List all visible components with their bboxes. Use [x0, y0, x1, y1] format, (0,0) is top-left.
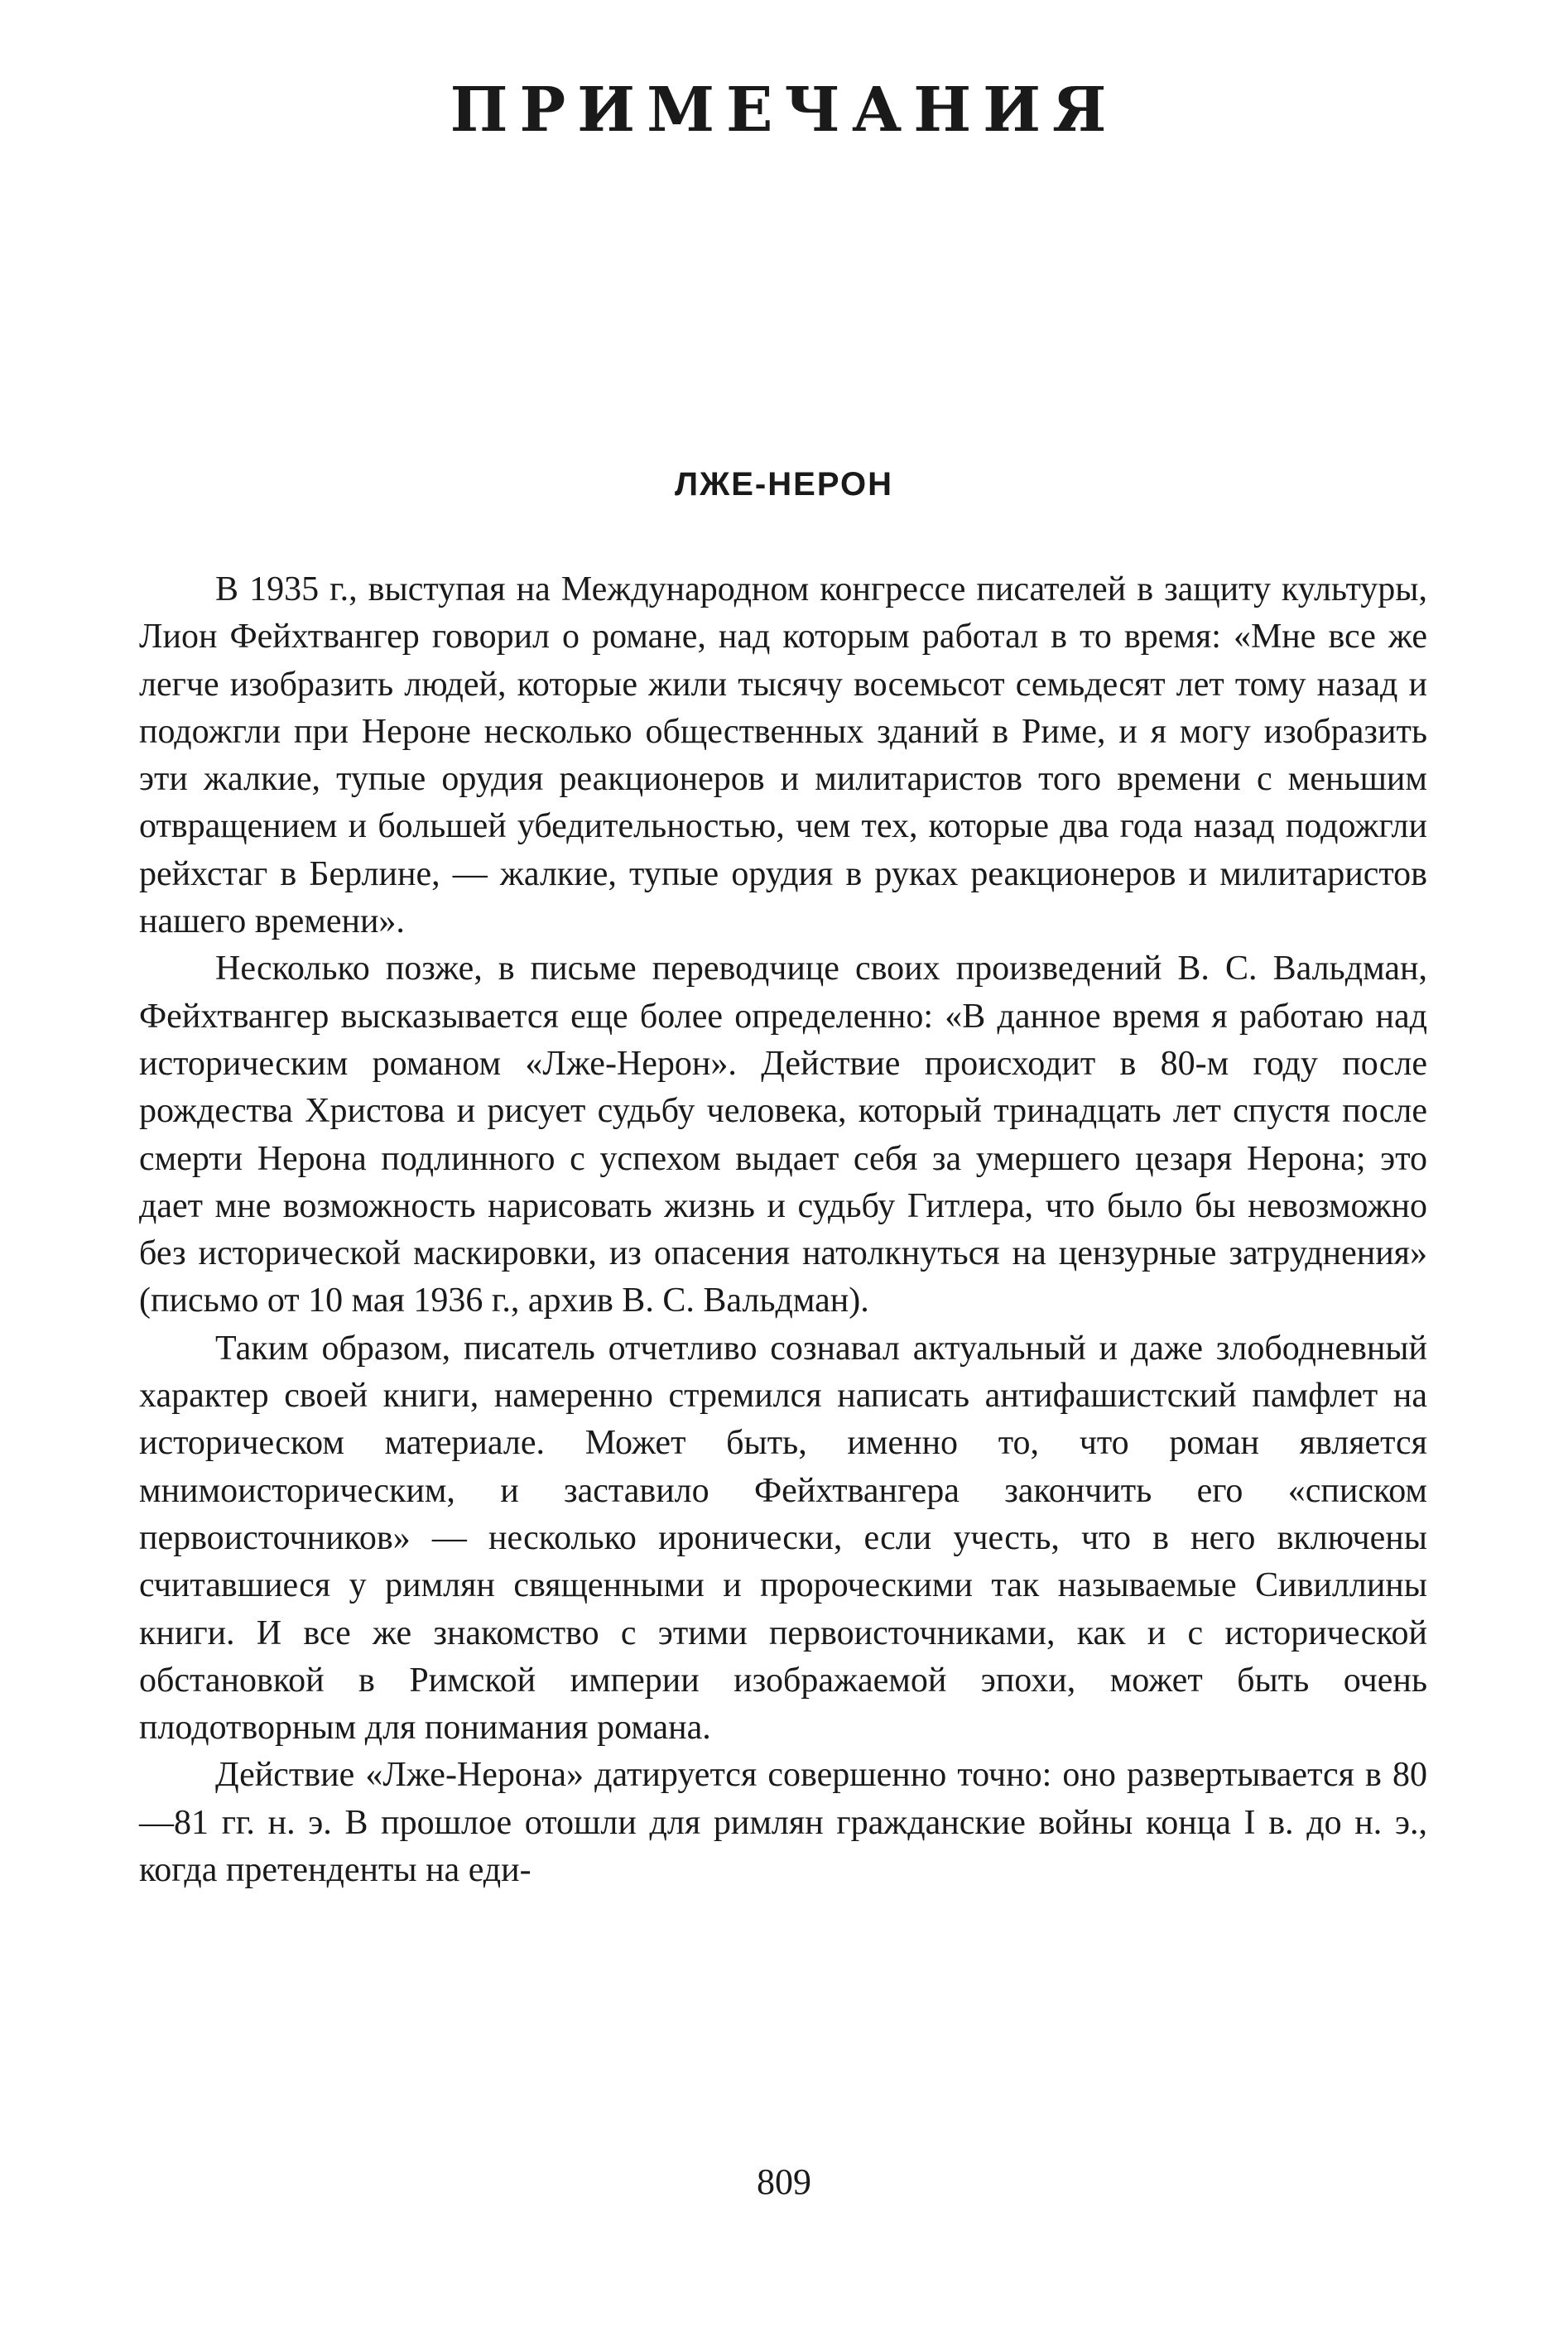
page-number: 809 [757, 2161, 811, 2202]
paragraph-1: В 1935 г., выступая на Международном конгрессе писателей в защиту культуры, Лион Фейхтвангер говорил о романе, над которым работал в то время: «Мне все же легче изобразить людей, которые жили тысячу восемьсот семьдесят лет тому назад и подожгли при Нероне несколько общественных зданий в Риме, и я могу изобразить эти жалкие, тупые орудия реакционеров и милитаристов того времени с меньшим отвращением и большей убедительностью, чем тех, которые два года назад подожгли рейхстаг в Берлине, — жалкие, тупые орудия в руках реакционеров и милитаристов нашего времени». [139, 570, 1427, 941]
section-title: ЛЖЕ-НЕРОН [675, 466, 893, 503]
paragraph-4: Действие «Лже-Нерона» датируется совершенно точно: оно развертывается в 80—81 гг. н. э. В прошлое отошли для римлян гражданские войны конца I в. до н. э., когда претенденты на еди- [139, 1756, 1427, 1890]
paragraph-3: Таким образом, писатель отчетливо сознавал актуальный и даже злободневный характер своей книги, намеренно стремился написать антифашистский памфлет на историческом материале. Может быть, именно то, что роман является мнимоисторическим, и заставило Фейхтвангера закончить его «списком первоисточников» — несколько иронически, если учесть, что в него включены считавшиеся у римлян священными и пророческими так называемые Сивиллины книги. И все же знакомство с этими первоисточниками, как и с исторической обстановкой в Римской империи изображаемой эпохи, может быть очень плодотворным для понимания романа. [139, 1329, 1427, 1748]
page-title: ПРИМЕЧАНИЯ [450, 75, 1118, 146]
paragraph-2: Несколько позже, в письме переводчице своих произведений В. С. Вальдман, Фейхтвангер высказывается еще более определенно: «В данное время я работаю над историческим романом «Лже-Нерон». Действие происходит в 80-м году после рождества Христова и рисует судьбу человека, который тринадцать лет спустя после смерти Нерона подлинного с успехом выдает себя за умершего цезаря Нерона; это дает мне возможность нарисовать жизнь и судьбу Гитлера, что было бы невозможно без исторической маскировки, из опасения натолкнуться на цензурные затруднения» (письмо от 10 мая 1936 г., архив В. С. Вальдман). [139, 950, 1427, 1320]
body-text [139, 566, 1427, 1894]
